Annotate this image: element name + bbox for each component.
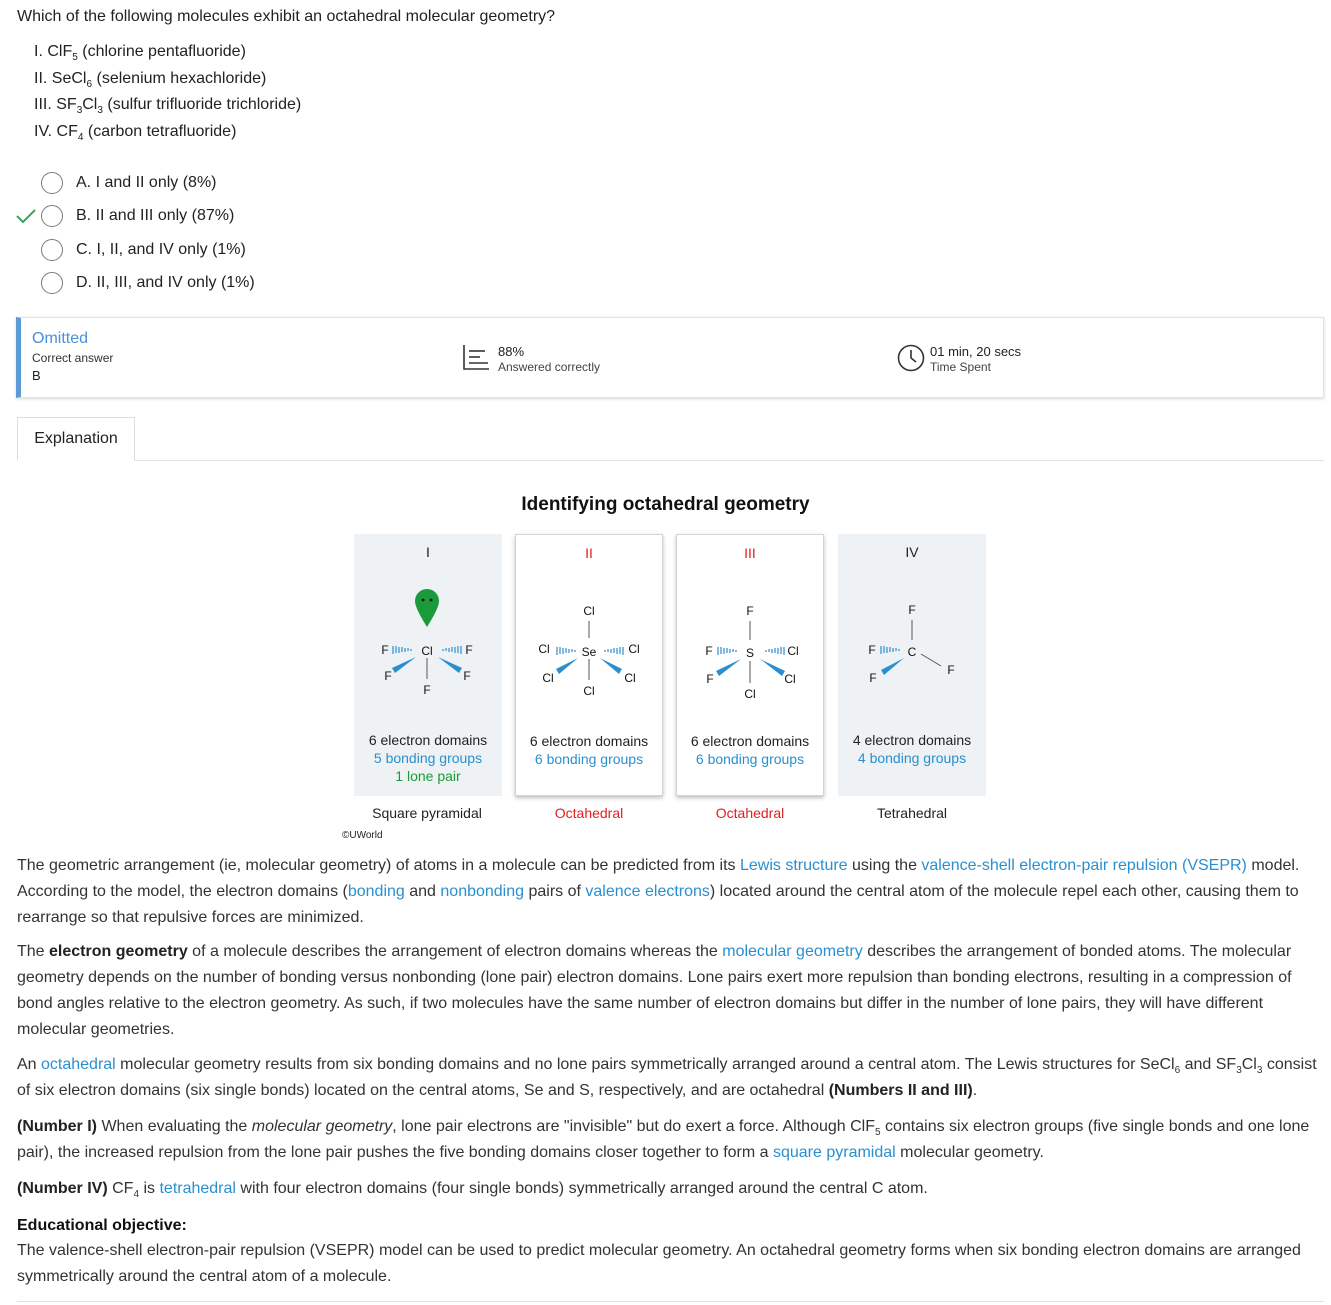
bottom-divider (17, 1301, 1324, 1302)
link-bonding[interactable]: bonding (347, 883, 405, 900)
lone-pairs: 1 lone pair (395, 768, 461, 784)
atom-left: F (705, 644, 713, 658)
text: describes the arrangement of bonded atoms. The molecular geometry depends on the number of bonding versus nonbonding (lone pair) electron domains. Lone pairs exert more repulsion than bonding electrons, resulting in a compression of bond angles relative to the electron geometry. As such, if two molecules have the same number of electron domains but differ in the number of lone pairs, they will have different molecular geometries. (17, 943, 1292, 1038)
answer-choice-a[interactable] (14, 166, 414, 200)
answer-choice-c[interactable] (14, 233, 414, 267)
atom-left: Cl (538, 642, 550, 656)
clf5-structure-diagram (354, 534, 502, 724)
central-atom: C (907, 645, 917, 659)
link-tetrahedral[interactable]: tetrahedral (159, 1180, 236, 1197)
atom-wedge-right: Cl (624, 671, 636, 685)
panel-number: III (744, 545, 756, 561)
atom-left: F (381, 643, 389, 657)
text: The geometric arrangement (ie, molecular geometry) of atoms in a molecule can be predicted from its (17, 857, 740, 874)
list-item (34, 42, 301, 69)
answer-choice-d[interactable] (14, 267, 414, 301)
electron-domains: 6 electron domains (368, 732, 488, 748)
link-lewis-structure[interactable]: Lewis structure (739, 857, 848, 874)
secl6-structure-diagram (516, 535, 664, 725)
atom-wedge-left: F (706, 672, 714, 686)
subscript: 5 (875, 1127, 881, 1139)
bold-text: (Numbers II and III) (828, 1082, 973, 1099)
text: using the (847, 857, 922, 874)
radio-button[interactable] (41, 272, 63, 294)
text: CF (107, 1180, 134, 1197)
atom-right: Cl (787, 644, 799, 658)
choice-label[interactable]: A. I and II only (8%) (76, 173, 217, 191)
geometry-label-ii: Octahedral (554, 805, 624, 821)
compound-name: (chlorine pentafluoride) (82, 43, 246, 60)
answer-stats-bar (16, 317, 1324, 398)
text: and (404, 883, 441, 900)
time-spent-label: Time Spent (930, 360, 991, 374)
answer-choices (14, 166, 414, 300)
electron-domains: 4 electron domains (852, 732, 972, 748)
atom-wedge-right: Cl (784, 672, 796, 686)
subscript: 6 (1174, 1065, 1181, 1077)
explanation-paragraph-4 (17, 1114, 1317, 1166)
molecule-panel-i (354, 534, 502, 796)
italic-text: molecular geometry (251, 1118, 393, 1135)
text: contains six electron groups (five single bonds and one lone pair), the increased repulsion from the lone pair pushes the five bonding domains closer together to form a (17, 1118, 1310, 1161)
formula-subscript: 4 (77, 132, 84, 144)
formula-part: ClF (47, 43, 73, 60)
choice-label[interactable]: D. II, III, and IV only (1%) (76, 274, 255, 292)
text: ) located around the central atom of the molecule repel each other, causing them to rearrange so that repulsive forces are minimized. (17, 883, 1299, 926)
compound-name: (sulfur trifluoride trichloride) (107, 96, 302, 114)
text: with four electron domains (four single bonds) symmetrically arranged around the central C atom. (235, 1180, 928, 1197)
text: . (972, 1082, 978, 1099)
atom-bottom: Cl (744, 687, 756, 701)
central-atom: Se (581, 645, 597, 659)
tab-explanation[interactable]: Explanation (17, 417, 135, 461)
molecule-panel-iv (838, 534, 986, 796)
atom-top: F (908, 603, 916, 617)
panel-number: IV (905, 544, 919, 560)
roman-numeral-list (34, 42, 301, 149)
domain-info (677, 732, 823, 768)
list-item (34, 122, 301, 149)
link-molecular-geometry[interactable]: molecular geometry (722, 943, 863, 960)
choice-label[interactable]: C. I, II, and IV only (1%) (76, 240, 246, 258)
domain-info (354, 731, 502, 785)
compound-name: (carbon tetrafluoride) (87, 123, 237, 141)
correct-answer-value: B (32, 368, 41, 383)
atom-top: F (746, 604, 754, 618)
panel-number: II (585, 545, 593, 561)
formula-subscript: 3 (76, 105, 83, 117)
objective-title: Educational objective: (17, 1217, 187, 1234)
text: is (139, 1180, 160, 1197)
explanation-paragraph-3 (17, 1052, 1317, 1104)
text: consist of six electron domains (six single bonds) located on the central atoms, Se and S, respectively, and are octahedral (17, 1056, 1317, 1099)
molecule-panel-ii (515, 534, 663, 796)
percent-correct: 88% (498, 344, 525, 359)
electron-domains: 6 electron domains (690, 733, 810, 749)
bold-text: electron geometry (49, 943, 188, 960)
domain-info (838, 731, 986, 767)
cf4-structure-diagram (838, 534, 986, 724)
text: pairs of (524, 883, 586, 900)
central-atom: S (745, 646, 755, 660)
item-number: II. (34, 69, 48, 87)
checkmark-icon (14, 206, 38, 226)
text: of a molecule describes the arrangement of electron domains whereas the (187, 943, 723, 960)
list-item (34, 95, 301, 122)
figure-title: Identifying octahedral geometry (521, 494, 810, 515)
subscript: 4 (133, 1189, 140, 1201)
link-octahedral[interactable]: octahedral (41, 1056, 116, 1073)
item-number: I. (34, 43, 43, 60)
atom-bottom: F (423, 683, 431, 697)
panel-number: I (426, 544, 430, 560)
text: and SF (1180, 1056, 1237, 1073)
formula-subscript: 3 (97, 105, 103, 117)
text: , lone pair electrons are "invisible" but do exert a force. Although ClF (392, 1118, 875, 1135)
answer-choice-b[interactable] (14, 200, 414, 234)
link-square-pyramidal[interactable]: square pyramidal (772, 1144, 896, 1161)
status-label: Omitted (32, 330, 89, 347)
atom-left: F (868, 643, 876, 657)
bar-chart-icon (461, 342, 491, 372)
geometry-label-iv: Tetrahedral (876, 805, 948, 821)
explanation-paragraph-1 (17, 853, 1317, 931)
subscript: 3 (1236, 1065, 1242, 1077)
atom-right: Cl (628, 642, 640, 656)
sf3cl3-structure-diagram (677, 535, 825, 725)
lone-pair-lobe (415, 589, 439, 627)
clock-icon (897, 344, 925, 372)
text: molecular geometry results from six bonding domains and no lone pairs symmetrically arranged around a central atom. The Lewis structures for SeCl (115, 1056, 1175, 1073)
text: The (17, 943, 50, 960)
explanation-paragraph-2 (17, 939, 1317, 1043)
atom-right: F (947, 663, 955, 677)
atom-wedge-left: F (384, 669, 392, 683)
bonding-groups: 6 bonding groups (695, 751, 805, 767)
educational-objective: The valence-shell electron-pair repulsion (VSEPR) model can be used to predict molecular geometry. An octahedral geometry forms when six bonding electron domains are arranged symmetrically around the central atom of a molecule. (17, 1242, 1301, 1285)
radio-button[interactable] (41, 205, 63, 227)
formula-part: SF (56, 96, 77, 114)
formula-part: Cl (82, 96, 98, 114)
geometry-label-iii: Octahedral (715, 805, 785, 821)
text: When evaluating the (97, 1118, 252, 1135)
bold-text: (Number IV) (17, 1180, 108, 1197)
formula-part: SeCl (51, 69, 87, 87)
bold-text: (Number I) (17, 1118, 97, 1135)
bonding-groups: 5 bonding groups (373, 750, 483, 766)
time-spent: 01 min, 20 secs (930, 344, 1022, 359)
formula-subscript: 5 (72, 52, 78, 64)
item-number: IV. (34, 123, 53, 141)
text: Cl (1241, 1056, 1257, 1073)
text: molecular geometry. (895, 1144, 1044, 1161)
text: model. According to the model, the electron domains ( (17, 857, 1300, 900)
link-valence-electrons[interactable]: valence electrons (585, 883, 710, 900)
explanation-paragraph-5 (17, 1176, 1317, 1202)
correct-answer-label: Correct answer (32, 351, 114, 365)
link-nonbonding[interactable]: nonbonding (440, 883, 525, 900)
item-number: III. (34, 96, 52, 114)
electron-domains: 6 electron domains (529, 733, 649, 749)
radio-button[interactable] (41, 239, 63, 261)
copyright-notice: ©UWorld (342, 830, 383, 841)
compound-name: (selenium hexachloride) (96, 69, 267, 87)
atom-wedge-right: F (463, 669, 471, 683)
atom-top: Cl (583, 604, 595, 618)
list-item (34, 69, 301, 96)
choice-label[interactable]: B. II and III only (87%) (76, 207, 235, 225)
bonding-groups: 4 bonding groups (857, 750, 967, 766)
domain-info (516, 732, 662, 768)
geometry-label-i: Square pyramidal (372, 805, 482, 821)
subscript: 3 (1256, 1065, 1263, 1077)
tab-divider (17, 460, 1324, 461)
link-vsepr[interactable]: valence-shell electron-pair repulsion (VSEPR) (921, 857, 1247, 874)
atom-wedge-left: Cl (542, 671, 554, 685)
text: An (17, 1056, 42, 1073)
question-stem: Which of the following molecules exhibit an octahedral molecular geometry? (17, 8, 556, 25)
atom-right: F (465, 643, 473, 657)
atom-wedge-left: F (869, 671, 877, 685)
radio-button[interactable] (41, 172, 63, 194)
central-atom: Cl (421, 644, 433, 658)
bonding-groups: 6 bonding groups (534, 751, 644, 767)
molecule-panel-iii (676, 534, 824, 796)
atom-bottom: Cl (583, 684, 595, 698)
formula-subscript: 6 (86, 78, 93, 90)
formula-part: CF (56, 123, 78, 141)
percent-correct-label: Answered correctly (498, 360, 601, 374)
